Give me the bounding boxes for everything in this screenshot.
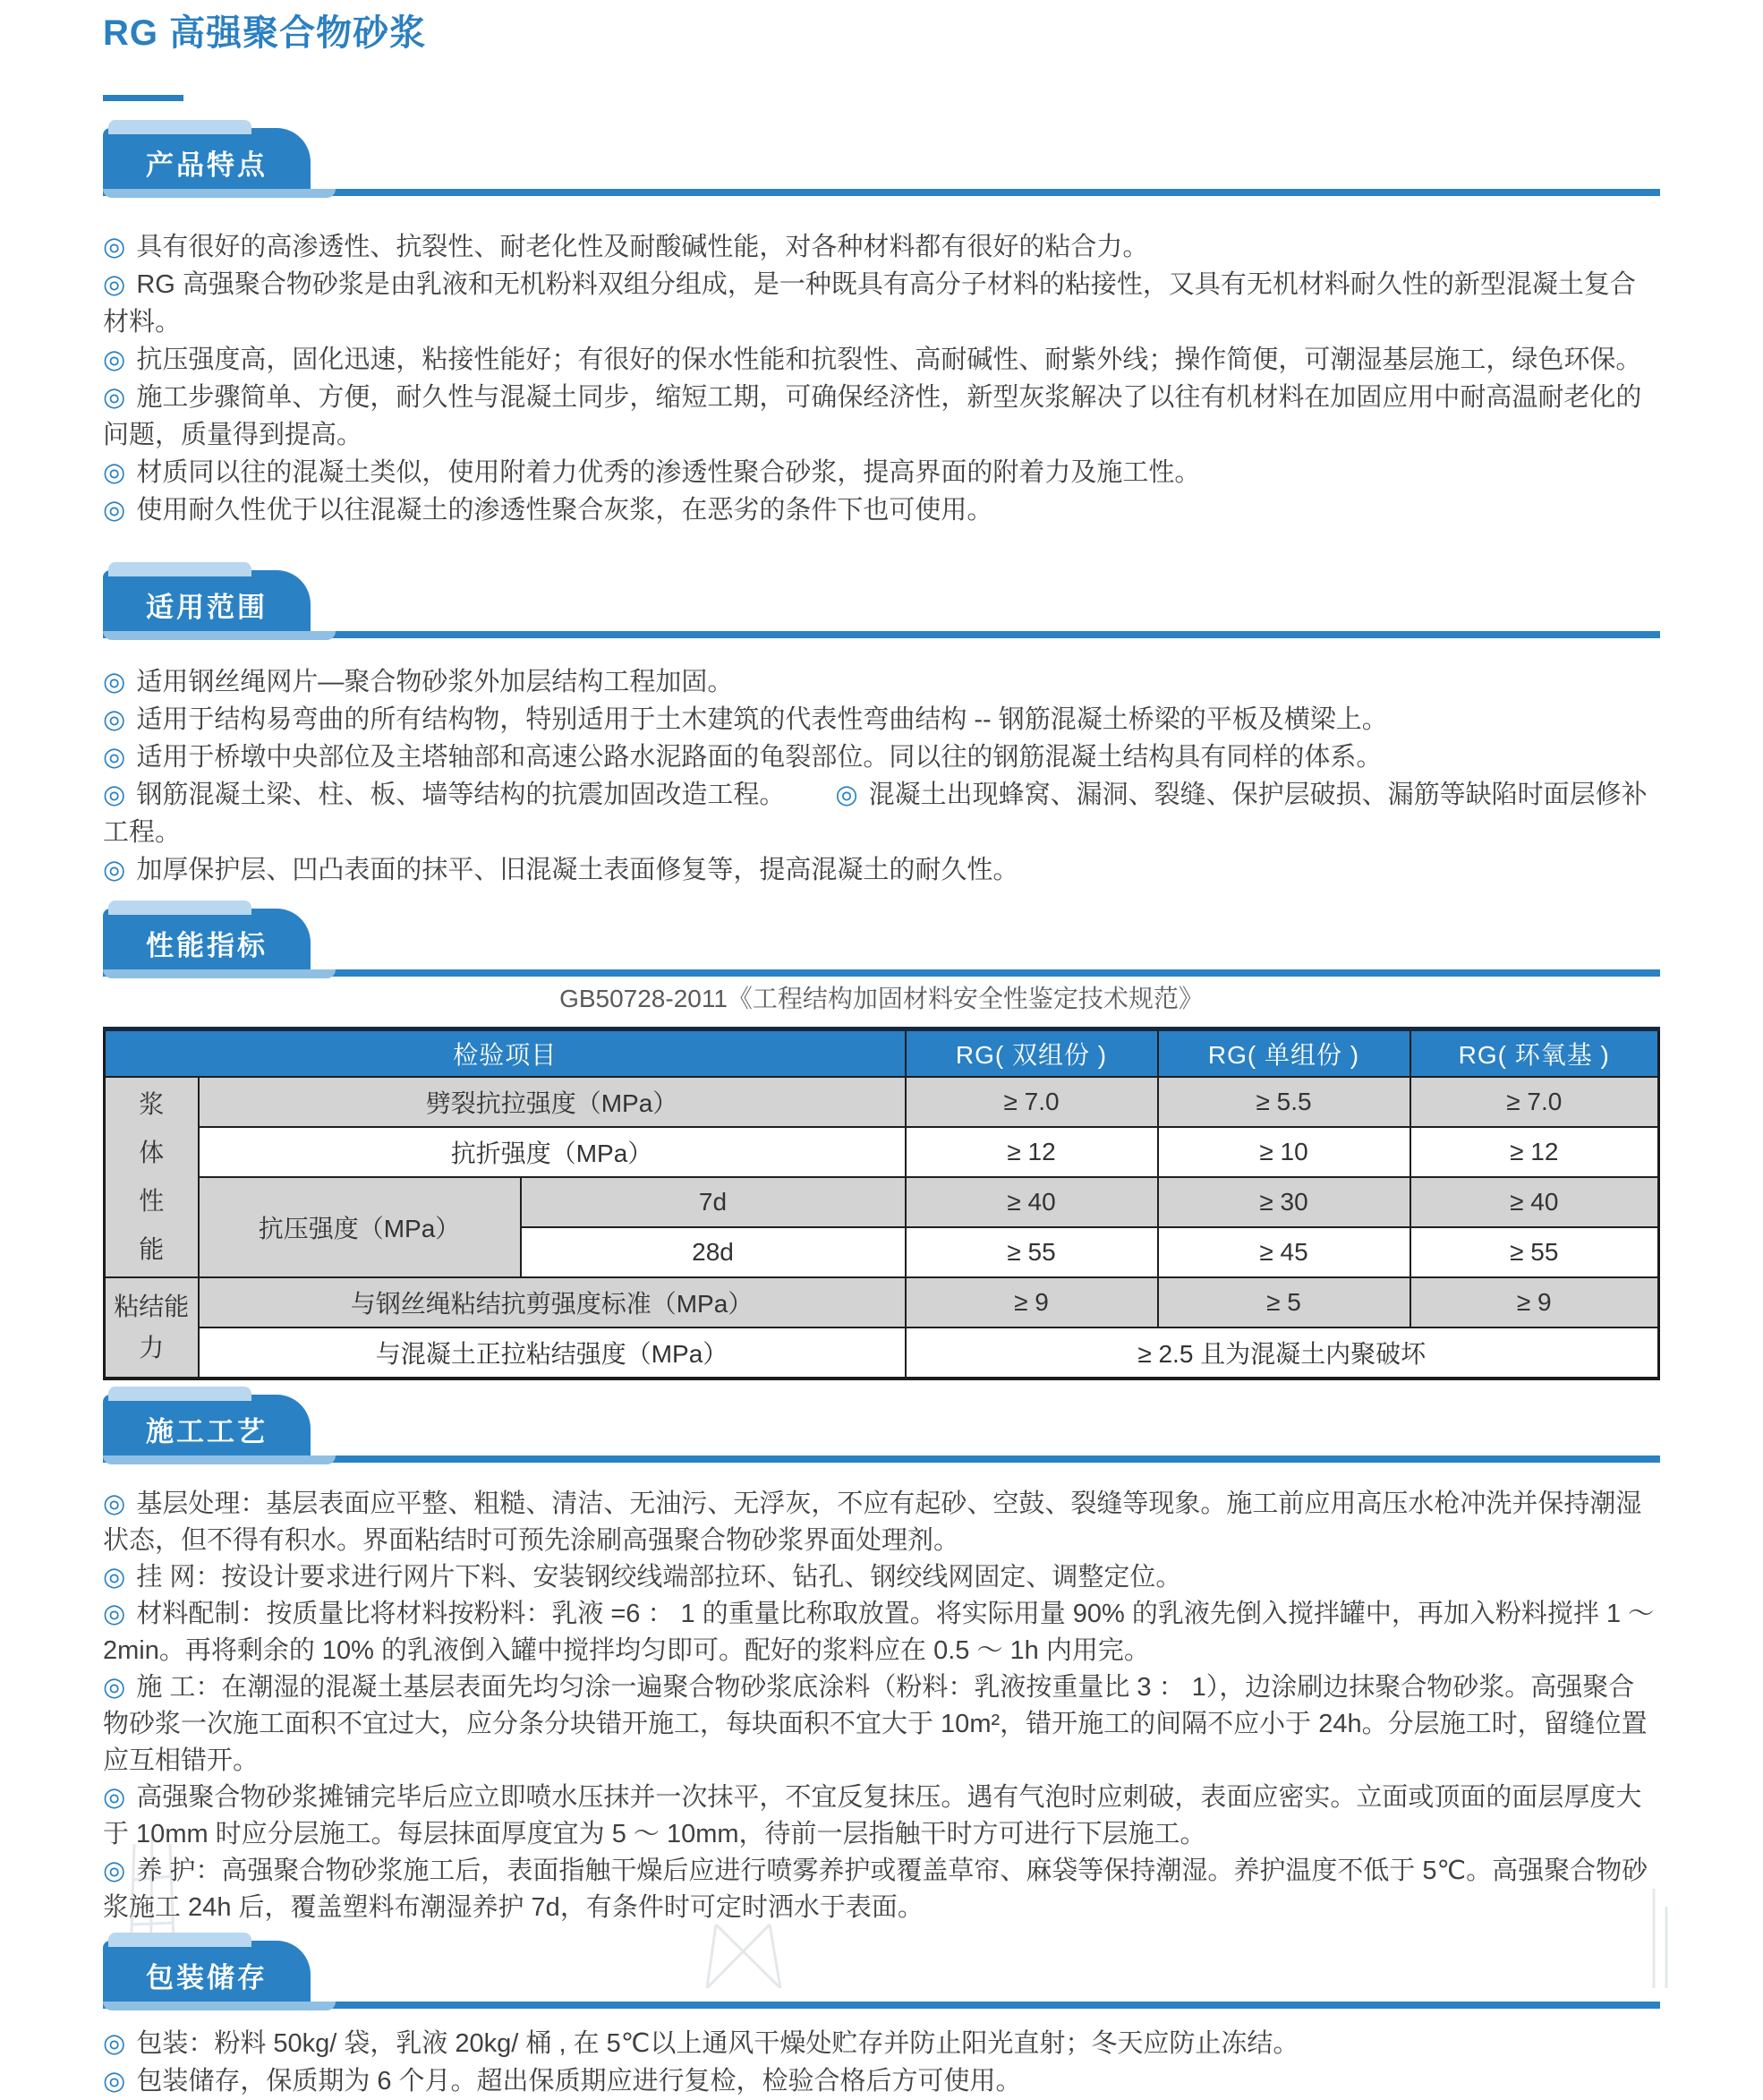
cell-value: ≥ 10 bbox=[1158, 1127, 1410, 1177]
bullet-text: 材质同以往的混凝土类似，使用附着力优秀的渗透性聚合砂浆，提高界面的附着力及施工性。 bbox=[136, 458, 1201, 487]
section-banner bbox=[103, 1395, 311, 1463]
bullet-item bbox=[103, 454, 1660, 491]
bullet-item bbox=[103, 228, 1660, 266]
table-row bbox=[105, 1077, 1659, 1127]
bullet-text: 包装储存，保质期为 6 个月。超出保质期应进行复检，检验合格后方可使用。 bbox=[136, 2067, 1022, 2096]
cell-value: ≥ 9 bbox=[906, 1277, 1158, 1327]
bullet-item bbox=[103, 776, 1660, 851]
bullet-item bbox=[103, 2025, 1660, 2062]
cell-value: ≥ 7.0 bbox=[1410, 1077, 1659, 1127]
bullet-item bbox=[103, 341, 1660, 379]
cell-value: ≥ 45 bbox=[1158, 1227, 1410, 1277]
cell-value: ≥ 55 bbox=[1410, 1227, 1659, 1277]
table-row bbox=[105, 1177, 1659, 1227]
bullet-icon: ◎ bbox=[103, 856, 126, 884]
bullet-icon: ◎ bbox=[103, 270, 126, 299]
bullet-item bbox=[103, 1559, 1660, 1596]
cell-value: ≥ 40 bbox=[906, 1177, 1158, 1227]
bullet-text: 适用于桥墩中央部位及主塔轴部和高速公路水泥路面的龟裂部位。同以往的钢筋混凝土结构具有同样的体系。 bbox=[136, 743, 1383, 772]
bullet-icon: ◎ bbox=[103, 458, 126, 487]
bullet-item bbox=[103, 266, 1660, 341]
section-title: 适用范围 bbox=[146, 591, 268, 623]
bullet-item bbox=[103, 663, 1660, 701]
bullet-icon: ◎ bbox=[103, 1857, 126, 1885]
cell-value: ≥ 5 bbox=[1158, 1277, 1410, 1327]
bullet-item bbox=[103, 1669, 1660, 1780]
bullet-text: RG 高强聚合物砂浆是由乳液和无机粉料双组分组成，是一种既具有高分子材料的粘接性，又具有无机材料耐久性的新型混凝土复合材料。 bbox=[103, 270, 1636, 337]
bullet-text: 高强聚合物砂浆摊铺完毕后应立即喷水压抹并一次抹平，不宜反复抹压。遇有气泡时应刺破，表面应密实。立面或顶面的面层厚度大于 10mm 时应分层施工。每层抹面厚度宜为 5 ～ 10mm，待前一层指触干时方可进行下层施工。 bbox=[103, 1783, 1642, 1848]
bullet-text: 使用耐久性优于以往混凝土的渗透性聚合灰浆，在恶劣的条件下也可使用。 bbox=[136, 496, 993, 525]
bullet-item bbox=[103, 1780, 1660, 1853]
section-rule bbox=[103, 1455, 1660, 1463]
bullet-item bbox=[103, 1486, 1660, 1559]
bullet-icon: ◎ bbox=[103, 668, 126, 696]
features-list bbox=[103, 228, 1660, 529]
section-process bbox=[103, 1395, 1660, 1926]
bullet-text: 具有很好的高渗透性、抗裂性、耐老化性及耐酸碱性能，对各种材料都有很好的粘合力。 bbox=[136, 233, 1149, 261]
section-header bbox=[103, 1395, 1660, 1463]
row-sublabel: 7d bbox=[521, 1177, 906, 1227]
section-rule bbox=[103, 2002, 1660, 2009]
cell-value: ≥ 12 bbox=[906, 1127, 1158, 1177]
process-list bbox=[103, 1486, 1660, 1926]
section-title: 产品特点 bbox=[146, 149, 268, 181]
bullet-icon: ◎ bbox=[103, 496, 126, 525]
col-header-item: 检验项目 bbox=[105, 1029, 906, 1078]
row-sublabel: 28d bbox=[521, 1227, 906, 1277]
bullet-text: 包装：粉料 50kg/ 袋，乳液 20kg/ 桶 , 在 5℃以上通风干燥处贮存并防止阳光直射；冬天应防止冻结。 bbox=[136, 2029, 1299, 2058]
bullet-item bbox=[103, 1596, 1660, 1669]
bullet-text: 适用钢丝绳网片—聚合物砂浆外加层结构工程加固。 bbox=[136, 668, 734, 696]
table-caption: GB50728-2011《工程结构加固材料安全性鉴定技术规范》 bbox=[559, 985, 1204, 1012]
scope-list bbox=[103, 663, 1660, 889]
bullet-icon: ◎ bbox=[103, 1783, 126, 1812]
section-features bbox=[103, 128, 1660, 529]
bullet-item bbox=[103, 851, 1660, 889]
section-title: 施工工艺 bbox=[146, 1415, 268, 1447]
section-packaging bbox=[103, 1941, 1660, 2100]
section-header bbox=[103, 1941, 1660, 2009]
section-banner bbox=[103, 128, 311, 196]
bullet-text: 挂 网：按设计要求进行网片下料、安装钢绞线端部拉环、钻孔、钢绞线网固定、调整定位。 bbox=[136, 1563, 1182, 1592]
bullet-icon: ◎ bbox=[103, 705, 126, 734]
bullet-icon: ◎ bbox=[103, 346, 126, 374]
bullet-icon: ◎ bbox=[103, 233, 126, 261]
section-scope bbox=[103, 570, 1660, 889]
bullet-text: 适用于结构易弯曲的所有结构物，特别适用于土木建筑的代表性弯曲结构 -- 钢筋混凝土桥梁的平板及横梁上。 bbox=[136, 705, 1388, 734]
bullet-icon: ◎ bbox=[103, 1490, 126, 1518]
row-group-slurry: 浆体性能 bbox=[105, 1077, 199, 1277]
row-label: 与混凝土正拉粘结强度（MPa） bbox=[199, 1327, 906, 1379]
bullet-text: 养 护：高强聚合物砂浆施工后，表面指触干燥后应进行喷雾养护或覆盖草帘、麻袋等保持潮湿。养护温度不低于 5℃。高强聚合物砂浆施工 24h 后，覆盖塑料布潮湿养护 7d，有条件时可定时洒水于表面。 bbox=[103, 1857, 1648, 1922]
row-label: 与钢丝绳粘结抗剪强度标准（MPa） bbox=[199, 1277, 906, 1327]
cell-value: ≥ 40 bbox=[1410, 1177, 1659, 1227]
bullet-text: 材料配制：按质量比将材料按粉料：乳液 =6 ： 1 的重量比称取放置。将实际用量 90% 的乳液先倒入搅拌罐中，再加入粉料搅拌 1 ～ 2min。再将剩余的 10% 的乳液倒入罐中搅拌均匀即可。配好的浆料应在 0.5 ～ 1h 内用完。 bbox=[103, 1600, 1655, 1665]
bullet-icon: ◎ bbox=[103, 2029, 126, 2058]
section-title: 包装储存 bbox=[146, 1961, 268, 1993]
cell-value-merged: ≥ 2.5 且为混凝土内聚破坏 bbox=[906, 1327, 1659, 1379]
page-title: RG 高强聚合物砂浆 bbox=[103, 13, 427, 53]
performance-table bbox=[103, 1027, 1660, 1380]
packaging-list bbox=[103, 2025, 1660, 2100]
section-banner bbox=[103, 570, 311, 638]
section-header bbox=[103, 128, 1660, 196]
section-rule bbox=[103, 189, 1660, 196]
bullet-text: 钢筋混凝土梁、柱、板、墙等结构的抗震加固改造工程。 bbox=[136, 781, 786, 809]
bullet-icon: ◎ bbox=[103, 1563, 126, 1592]
cell-value: ≥ 12 bbox=[1410, 1127, 1659, 1177]
section-rule bbox=[103, 969, 1660, 977]
cell-value: ≥ 30 bbox=[1158, 1177, 1410, 1227]
bullet-icon: ◎ bbox=[103, 781, 126, 809]
cell-value: ≥ 55 bbox=[906, 1227, 1158, 1277]
bullet-text: 基层处理：基层表面应平整、粗糙、清洁、无油污、无浮灰，不应有起砂、空鼓、裂缝等现象。施工前应用高压水枪冲洗并保持潮湿状态，但不得有积水。界面粘结时可预先涂刷高强聚合物砂浆界面处理剂。 bbox=[103, 1490, 1642, 1555]
cell-value: ≥ 9 bbox=[1410, 1277, 1659, 1327]
section-title: 性能指标 bbox=[146, 929, 268, 961]
bullet-item bbox=[103, 738, 1660, 776]
section-banner bbox=[103, 1941, 311, 2009]
bullet-text: 施工步骤简单、方便，耐久性与混凝土同步，缩短工期，可确保经济性，新型灰浆解决了以往有机材料在加固应用中耐高温耐老化的问题，质量得到提高。 bbox=[103, 383, 1642, 449]
table-row bbox=[105, 1327, 1659, 1379]
bullet-text: 抗压强度高，固化迅速，粘接性能好；有很好的保水性能和抗裂性、高耐碱性、耐紫外线；操作简便，可潮湿基层施工，绿色环保。 bbox=[136, 346, 1642, 374]
bullet-icon: ◎ bbox=[103, 2067, 126, 2096]
col-header-rge: RG( 环氧基 ) bbox=[1410, 1029, 1659, 1078]
row-label: 抗折强度（MPa） bbox=[199, 1127, 906, 1177]
bullet-icon: ◎ bbox=[103, 743, 126, 772]
bullet-text: 施 工：在潮湿的混凝土基层表面先均匀涂一遍聚合物砂浆底涂料（粉料：乳液按重量比 3 ： 1），边涂刷边抹聚合物砂浆。高强聚合物砂浆一次施工面积不宜过大，应分条分块错开施工，每块面积不宜大于 10m²，错开施工的间隔不应小于 24h。分层施工时，留缝位置应互相错开。 bbox=[103, 1673, 1648, 1775]
col-header-rg1: RG( 单组份 ) bbox=[1158, 1029, 1410, 1078]
table-row bbox=[105, 1277, 1659, 1327]
bullet-icon: ◎ bbox=[103, 383, 126, 412]
bullet-text: 加厚保护层、凹凸表面的抹平、旧混凝土表面修复等，提高混凝土的耐久性。 bbox=[136, 856, 1019, 884]
section-header bbox=[103, 570, 1660, 638]
row-label: 劈裂抗拉强度（MPa） bbox=[199, 1077, 906, 1127]
bullet-item bbox=[103, 491, 1660, 529]
row-group-bonding: 粘结能力 bbox=[105, 1277, 199, 1379]
title-underline bbox=[103, 95, 183, 101]
bullet-icon: ◎ bbox=[835, 781, 858, 809]
bullet-icon: ◎ bbox=[103, 1600, 126, 1628]
cell-value: ≥ 7.0 bbox=[906, 1077, 1158, 1127]
section-performance bbox=[103, 909, 1660, 1380]
bullet-item bbox=[103, 701, 1660, 738]
cell-value: ≥ 5.5 bbox=[1158, 1077, 1410, 1127]
bullet-item bbox=[103, 2062, 1660, 2100]
bullet-text: 混凝土出现蜂窝、漏洞、裂缝、保护层破损、漏筋等缺陷时面层修补工程。 bbox=[103, 781, 1648, 847]
bullet-item bbox=[103, 379, 1660, 454]
table-header-row bbox=[105, 1029, 1659, 1078]
section-banner bbox=[103, 909, 311, 977]
bullet-item bbox=[103, 1853, 1660, 1926]
bullet-icon: ◎ bbox=[103, 1673, 126, 1702]
row-label-compressive: 抗压强度（MPa） bbox=[199, 1177, 521, 1277]
table-row bbox=[105, 1127, 1659, 1177]
section-rule bbox=[103, 631, 1660, 638]
section-header bbox=[103, 909, 1660, 977]
col-header-rg2: RG( 双组份 ) bbox=[906, 1029, 1158, 1078]
